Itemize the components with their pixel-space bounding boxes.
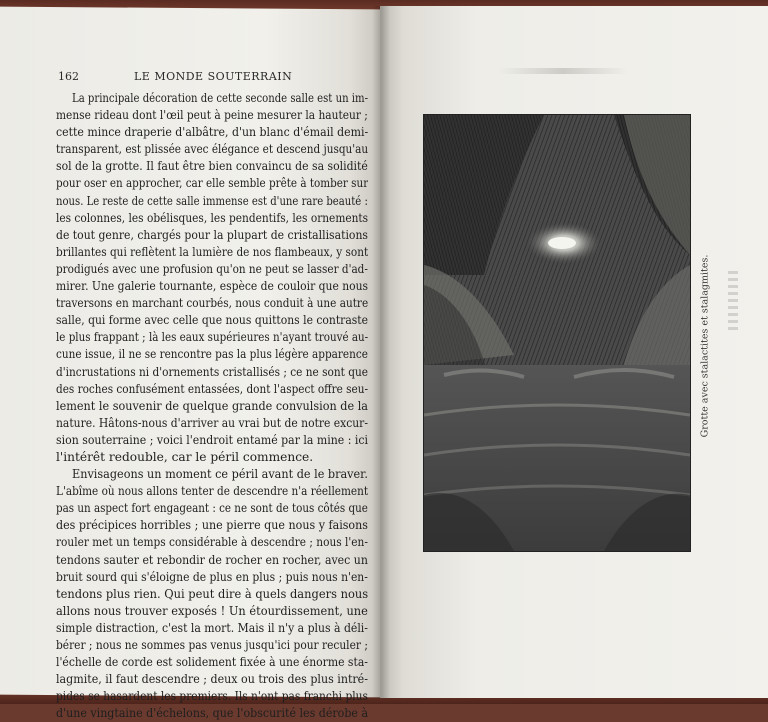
text-line: lement le souvenir de quelque grande convulsion de la xyxy=(56,398,368,413)
text-line: lagmite, il faut descendre ; deux ou trois des plus intré- xyxy=(56,672,368,687)
body-text xyxy=(56,90,368,722)
text-line: les colonnes, les obélisques, les pendentifs, les ornements xyxy=(56,210,368,225)
text-line: nous. Le reste de cette salle immense est d'une rare beauté : xyxy=(56,193,368,208)
text-line: des roches confusément entassées, dont l'aspect offre seu- xyxy=(56,381,368,396)
text-line: pour oser en approcher, car elle semble prête à tomber sur xyxy=(56,176,368,191)
text-line: La principale décoration de cette seconde salle est un im- xyxy=(72,91,368,105)
bleed-through-marks xyxy=(728,270,738,330)
running-title: LE MONDE SOUTERRAIN xyxy=(134,70,293,83)
text-line: d'incrustations ni d'ornements cristallisés ; ce ne sont que xyxy=(56,364,368,379)
text-line: bruit sourd qui s'éloigne de plus en plus ; puis nous n'en- xyxy=(56,569,368,584)
text-line: nature. Hâtons-nous d'arriver au vrai but de notre excur- xyxy=(56,415,368,430)
text-line: transparent, est plissée avec élégance et descend jusqu'au xyxy=(56,142,368,157)
text-line: d'une vingtaine d'échelons, que l'obscurité les dérobe à xyxy=(56,706,368,721)
text-line: traversons en marchant courbés, nous conduit à une autre xyxy=(56,296,368,311)
text-line: sion souterraine ; voici l'endroit entamé par la mine : ici xyxy=(56,432,368,447)
text-line: des précipices horribles ; une pierre que nous y faisons xyxy=(56,518,368,533)
text-line: mense rideau dont l'œil peut à peine mesurer la hauteur ; xyxy=(56,108,368,123)
text-line: l'intérêt redouble, car le péril commence. xyxy=(56,449,314,464)
text-line: rouler met un temps considérable à descendre ; nous l'en- xyxy=(56,535,368,550)
text-line: tendons plus rien. Qui peut dire à quels dangers nous xyxy=(56,586,368,601)
plate-caption-text: Grotte avec stalactites et stalagmites. xyxy=(699,254,711,438)
text-line: pas un aspect fort engageant : ce ne sont de tous côtés que xyxy=(56,501,368,516)
text-line: bérer ; nous ne sommes pas venus jusqu'ici pour reculer ; xyxy=(56,638,368,652)
text-line: tendons sauter et rebondir de rocher en rocher, avec un xyxy=(56,552,368,567)
text-line: allons nous trouver exposés ! Un étourdissement, une xyxy=(56,603,368,618)
text-line: Envisageons un moment ce péril avant de le braver. xyxy=(72,467,368,482)
plate-caption xyxy=(697,254,713,438)
cave-engraving-illustration xyxy=(423,114,691,552)
text-line: de tout genre, chargés pour la plupart de cristallisations xyxy=(56,227,368,242)
text-line: sol de la grotte. Il faut être bien convaincu de sa solidité xyxy=(56,159,368,174)
text-line: le plus frappant ; là les eaux supérieures n'ayant trouvé au- xyxy=(56,330,368,345)
page-number: 162 xyxy=(58,70,79,83)
text-line: pides se hasardent les premiers. Ils n'ont pas franchi plus xyxy=(56,689,368,704)
running-head xyxy=(58,70,368,86)
text-line: l'échelle de corde est solidement fixée à une énorme sta- xyxy=(56,655,368,670)
faded-running-head xyxy=(498,68,628,74)
text-line: prodigués avec une profusion qu'on ne peut se lasser d'ad- xyxy=(56,261,368,276)
text-line: cune issue, il ne se rencontre pas la plus légère apparence xyxy=(56,347,368,362)
text-line: simple distraction, c'est la mort. Mais il n'y a plus à déli- xyxy=(56,620,368,635)
text-line: brillantes qui reflètent la lumière de nos flambeaux, y sont xyxy=(56,244,368,259)
text-line: L'abîme où nous allons tenter de descendre n'a réellement xyxy=(56,484,368,499)
book-gutter xyxy=(372,6,390,698)
text-line: salle, qui forme avec celle que nous quittons le contraste xyxy=(56,313,368,328)
text-line: mirer. Une galerie tournante, espèce de couloir que nous xyxy=(56,279,368,294)
text-line: cette mince draperie d'albâtre, d'un blanc d'émail demi- xyxy=(56,125,368,140)
